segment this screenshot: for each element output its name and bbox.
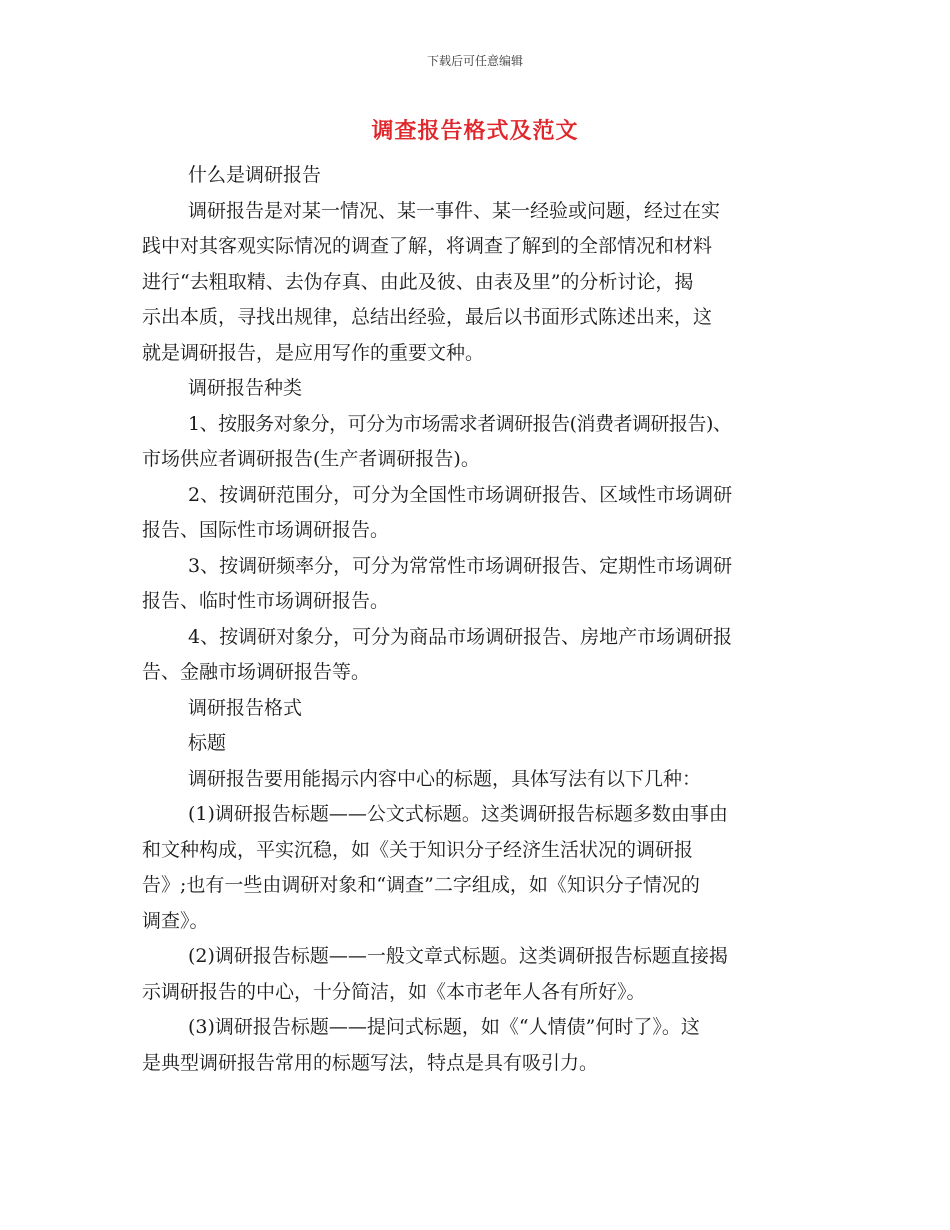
section-heading: 调研报告格式 xyxy=(188,696,303,719)
paragraph-line: (1)调研报告标题——公文式标题。这类调研报告标题多数由事由 xyxy=(188,803,728,825)
paragraph-line: 1、按服务对象分，可分为市场需求者调研报告(消费者调研报告)、 xyxy=(188,412,732,435)
paragraph-line: 是典型调研报告常用的标题写法，特点是具有吸引力。 xyxy=(142,1051,599,1074)
section-heading: 标题 xyxy=(188,732,227,754)
paragraph-line: 3、按调研频率分，可分为常常性市场调研报告、定期性市场调研 xyxy=(188,554,733,577)
paragraph-line: 示出本质，寻找出规律，总结出经验，最后以书面形式陈述出来，这 xyxy=(142,306,713,328)
paragraph-line: 4、按调研对象分，可分为商品市场调研报告、房地产市场调研报 xyxy=(188,625,733,648)
paragraph-line: 调查》。 xyxy=(142,909,209,932)
paragraph-line: 告》;也有一些由调研对象和“调查”二字组成，如《知识分子情况的 xyxy=(142,874,700,896)
paragraph-line: 示调研报告的中心，十分简洁，如《本市老年人各有所好》。 xyxy=(142,980,646,1003)
page-header: 下载后可任意编辑 xyxy=(426,54,523,68)
paragraph-line: 报告、临时性市场调研报告。 xyxy=(142,590,390,612)
paragraph-line: 市场供应者调研报告(生产者调研报告)。 xyxy=(142,448,480,470)
paragraph-line: 调研报告要用能揭示内容中心的标题，具体写法有以下几种： xyxy=(188,767,702,790)
document-title: 调查报告格式及范文 xyxy=(371,118,579,144)
paragraph-line: (3)调研报告标题——提问式标题，如《“人情债”何时了》。这 xyxy=(188,1016,700,1038)
paragraph-line: 报告、国际性市场调研报告。 xyxy=(142,519,390,541)
paragraph-line: 践中对其客观实际情况的调查了解，将调查了解到的全部情况和材料 xyxy=(142,235,713,257)
document-body xyxy=(142,158,806,1081)
paragraph-line: 就是调研报告，是应用写作的重要文种。 xyxy=(142,341,485,364)
section-heading: 调研报告种类 xyxy=(188,377,303,399)
paragraph-line: 告、金融市场调研报告等。 xyxy=(142,661,371,683)
paragraph-line: (2)调研报告标题——一般文章式标题。这类调研报告标题直接揭 xyxy=(188,945,728,967)
paragraph-line: 2、按调研范围分，可分为全国性市场调研报告、区域性市场调研 xyxy=(188,483,733,506)
section-heading: 什么是调研报告 xyxy=(188,164,322,186)
paragraph-line: 调研报告是对某一情况、某一事件、某一经验或问题，经过在实 xyxy=(188,199,721,222)
paragraph-line: 和文种构成，平实沉稳，如《关于知识分子经济生活状况的调研报 xyxy=(142,838,694,861)
paragraph-line: 进行“去粗取精、去伪存真、由此及彼、由表及里”的分析讨论，揭 xyxy=(142,270,694,293)
